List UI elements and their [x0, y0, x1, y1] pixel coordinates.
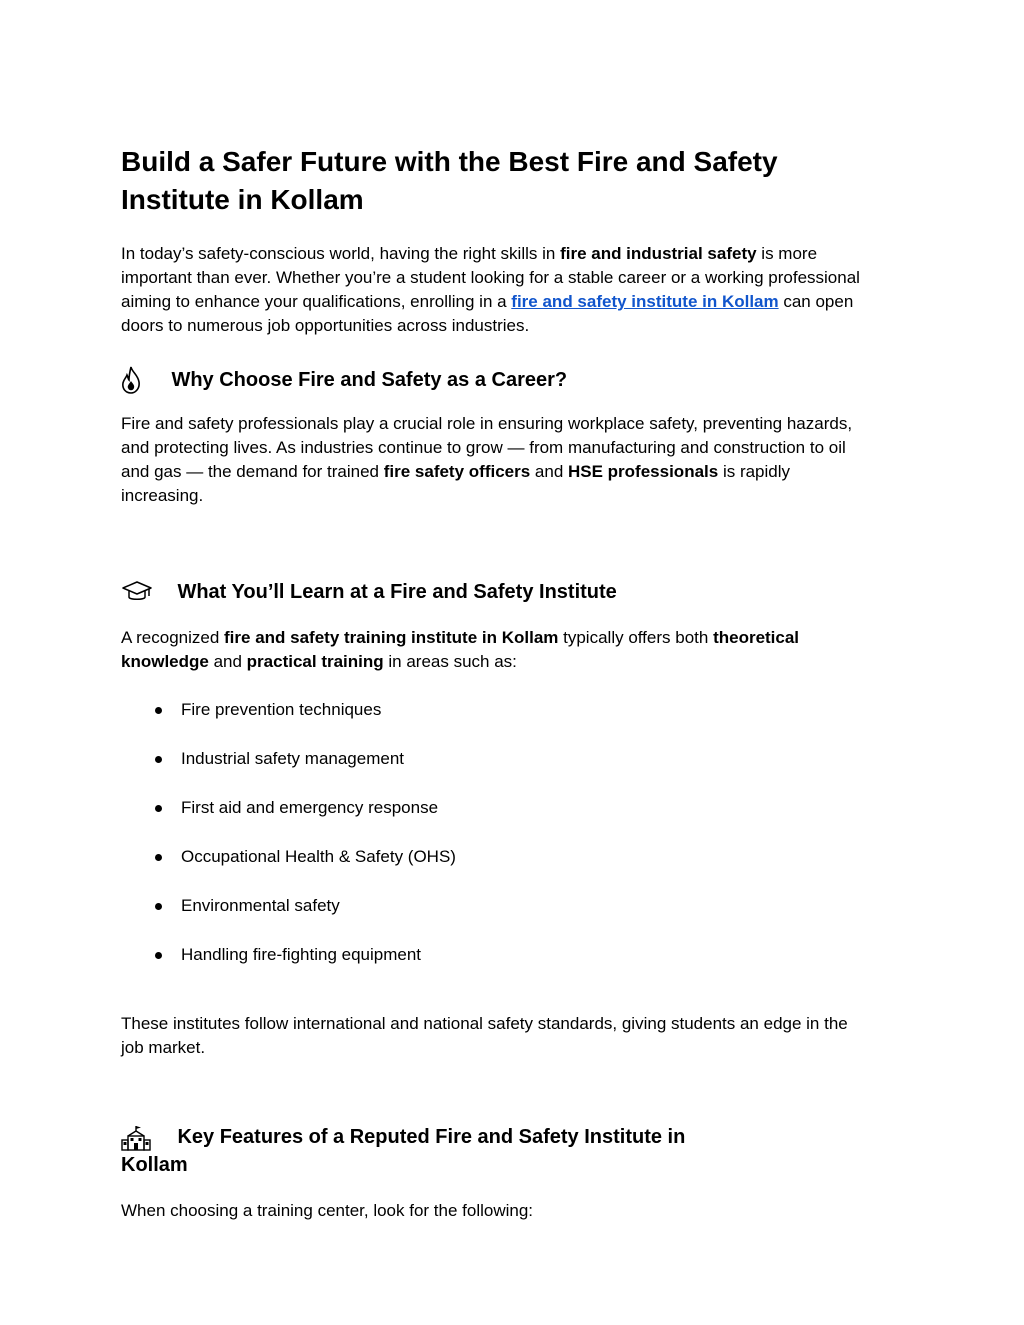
list-item: Occupational Health & Safety (OHS)	[121, 845, 871, 894]
graduation-cap-icon	[121, 579, 153, 605]
fire-safety-institute-link[interactable]: fire and safety institute in Kollam	[511, 292, 779, 311]
section-key-features-paragraph: When choosing a training center, look for the following:	[121, 1201, 534, 1220]
intro-paragraph: In today’s safety-conscious world, having the right skills in fire and industrial safety is more important than ever. Whether you’re a student looking for a stable career or a working professional aiming to enhance your qualifications, enrolling in a fire and safety institute in Kollam can open doors to numerous job opportunities across industries.	[121, 244, 860, 335]
section-why-choose-paragraph: Fire and safety professionals play a crucial role in ensuring workplace safety, preventing hazards, and protecting lives. As industries continue to grow — from manufacturing and construction to oil and gas — the demand for trained fire safety officers and HSE professionals is rapidly increasing.	[121, 414, 853, 505]
page-title: Build a Safer Future with the Best Fire and Safety Institute in Kollam	[121, 146, 778, 215]
section-key-features-title-line1: Key Features of a Reputed Fire and Safety Institute in	[177, 1126, 686, 1148]
section-what-learn-paragraph: A recognized fire and safety training institute in Kollam typically offers both theoretical knowledge and practical training in areas such as:	[121, 628, 800, 671]
list-item: Handling fire-fighting equipment	[121, 943, 871, 992]
section-key-features-title-line2: Kollam	[121, 1154, 188, 1176]
list-item: Industrial safety management	[121, 747, 871, 796]
section-what-learn-closing: These institutes follow international and national safety standards, giving students an edge in the job market.	[121, 1014, 848, 1057]
section-why-choose-title: Why Choose Fire and Safety as a Career?	[171, 369, 568, 391]
school-building-icon	[121, 1124, 151, 1152]
learning-topics-list	[121, 698, 871, 992]
section-what-learn-heading	[121, 579, 871, 605]
list-item: Fire prevention techniques	[121, 698, 871, 747]
list-item: Environmental safety	[121, 894, 871, 943]
section-key-features-heading	[121, 1124, 871, 1178]
fire-icon	[119, 365, 143, 395]
list-item: First aid and emergency response	[121, 796, 871, 845]
intro-bold-fire-industrial-safety: fire and industrial safety	[560, 244, 757, 263]
section-why-choose-heading	[121, 365, 871, 395]
section-what-learn-title: What You’ll Learn at a Fire and Safety Institute	[177, 581, 617, 603]
